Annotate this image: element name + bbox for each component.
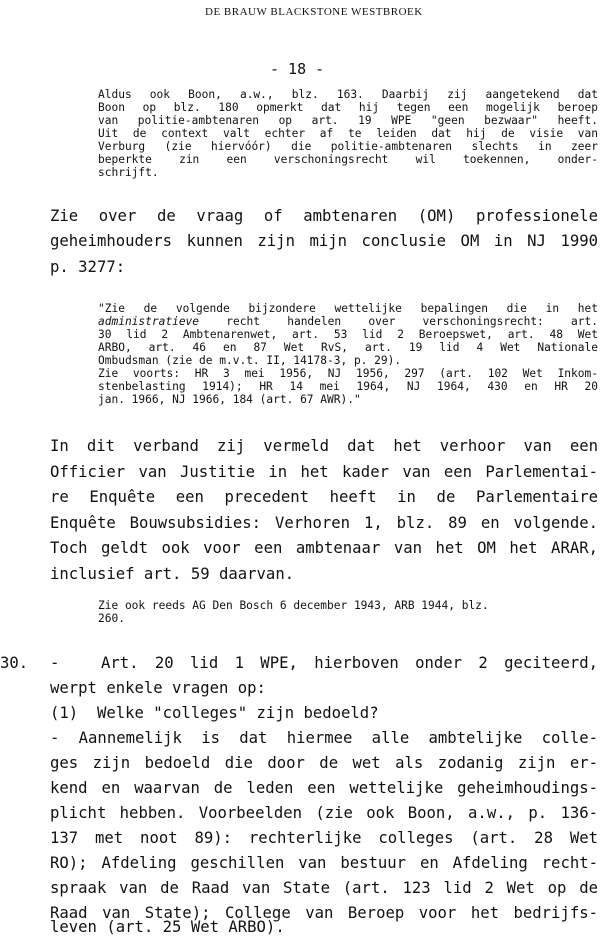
- body-line: Art. 20 lid 1 WPE, hierboven onder 2 geciteerd,: [101, 654, 598, 672]
- quote-line: Ombudsman (zie de m.v.t. II, 14178-3, p. 29).: [98, 354, 402, 367]
- body-line: RO); Afdeling geschillen van bestuur en Afdeling recht-: [50, 854, 598, 872]
- footnote1-line: schrijft.: [98, 166, 159, 179]
- body-line: Officier van Justitie in het kader van een Parlementai-: [50, 463, 598, 481]
- body-line: inclusief art. 59 daarvan.: [50, 565, 295, 583]
- quote-line: "Zie de volgende bijzondere wettelijke bepalingen die in het: [98, 302, 598, 315]
- body-line: leven (art. 25 Wet ARBO).: [50, 918, 285, 936]
- footnote1-line: Aldus ook Boon, a.w., blz. 163. Daarbij zij aangetekend dat: [98, 88, 598, 101]
- body-line: 137 met noot 89): rechterlijke colleges (art. 28 Wet: [50, 829, 598, 847]
- footnote1-line: Boon op blz. 180 opmerkt dat hij tegen een mogelijk beroep: [98, 101, 598, 114]
- footnote1-line: Uit de context valt echter af te leiden dat hij de visie van: [98, 127, 598, 140]
- footnote1-line: beperkte zin een verschoningsrecht wil toekennen, onder-: [98, 153, 598, 166]
- body-line: re Enquête een precedent heeft in de Parlementaire: [50, 488, 598, 506]
- footnote1-line: Verburg (zie hiervóór) die politie-ambtenaren slechts in zeer: [98, 140, 598, 153]
- body-line: Enquête Bouwsubsidies: Verhoren 1, blz. 89 en volgende.: [50, 514, 598, 532]
- body-line: Raad van State); College van Beroep voor het bedrijfs-: [50, 904, 598, 922]
- body-line: Toch geldt ook voor een ambtenaar van het OM het ARAR,: [50, 539, 598, 557]
- footnote2-line: Zie ook reeds AG Den Bosch 6 december 1943, ARB 1944, blz.: [98, 599, 489, 612]
- section-dash: -: [50, 654, 60, 672]
- quote-line: stenbelasting 1914); HR 14 mei 1964, NJ 1964, 430 en HR 20: [98, 380, 598, 393]
- body-line: (1) Welke "colleges" zijn bedoeld?: [50, 704, 379, 722]
- page-number: - 18 -: [270, 60, 325, 78]
- footnote1-line: van politie-ambtenaren op art. 19 WPE "geen bezwaar" heeft.: [98, 114, 598, 127]
- body-line: plicht hebben. Voorbeelden (zie ook Boon, a.w., p. 136-: [50, 804, 598, 822]
- body-line: kend en waarvan de leden een wettelijke geheimhoudings-: [50, 779, 598, 797]
- letterhead: DE BRAUW BLACKSTONE WESTBROEK: [205, 6, 423, 18]
- body-line: Zie over de vraag of ambtenaren (OM) professionele: [50, 207, 598, 225]
- quote-line: jan. 1966, NJ 1966, 184 (art. 67 AWR).": [98, 393, 361, 406]
- quote-line: Zie voorts: HR 3 mei 1956, NJ 1956, 297 (art. 102 Wet Inkom-: [98, 367, 598, 380]
- body-line: p. 3277:: [50, 258, 126, 276]
- quote-line: ARBO, art. 46 en 87 Wet RvS, art. 19 lid 4 Wet Nationale: [98, 341, 598, 354]
- body-line: geheimhouders kunnen zijn mijn conclusie OM in NJ 1990: [50, 232, 598, 250]
- body-line: In dit verband zij vermeld dat het verhoor van een: [50, 437, 598, 455]
- italic-term: administratieve: [98, 315, 200, 328]
- quote-line: 30 lid 2 Ambtenarenwet, art. 53 lid 2 Beroepswet, art. 48 Wet: [98, 328, 598, 341]
- quote-line-rest: recht handelen over verschoningsrecht: art.: [199, 315, 598, 328]
- footnote2-line: 260.: [98, 612, 125, 625]
- quote-line: [98, 316, 598, 329]
- body-line: ges zijn bedoeld die door de wet als zodanig zijn er-: [50, 754, 598, 772]
- body-line: werpt enkele vragen op:: [50, 679, 266, 697]
- body-line: - Aannemelijk is dat hiermee alle ambtelijke colle-: [50, 729, 598, 747]
- section-number: 30.: [0, 654, 29, 672]
- body-line: spraak van de Raad van State (art. 123 lid 2 Wet op de: [50, 879, 598, 897]
